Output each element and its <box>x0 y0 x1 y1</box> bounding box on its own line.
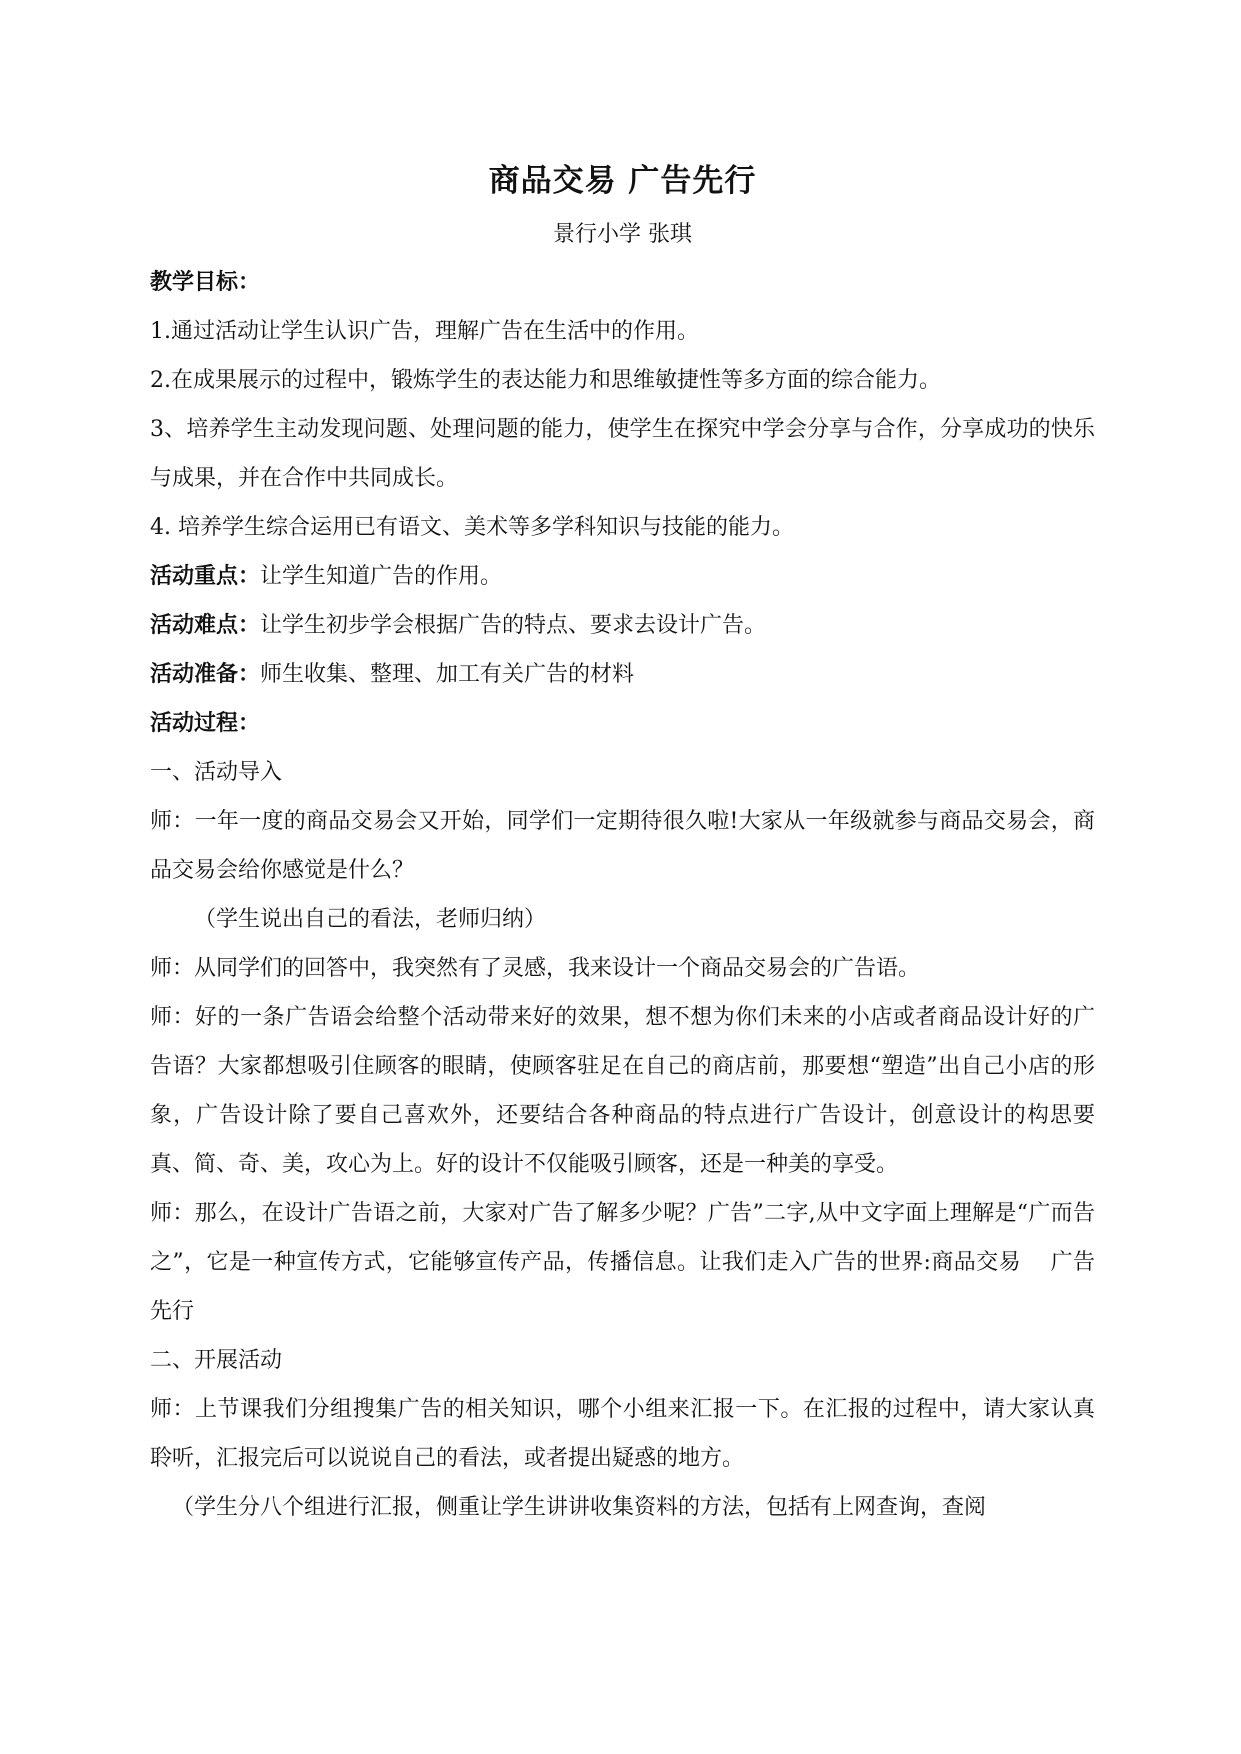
process-heading: 活动过程： <box>150 710 261 736</box>
section-1-paragraph-2: （学生说出自己的看法，老师归纳） <box>194 907 547 932</box>
activity-difficulty-label: 活动难点： <box>150 612 261 638</box>
objective-item-3: 3、培养学生主动发现问题、处理问题的能力，使学生在探究中学会分享与合作，分享成功的快乐与成果，并在合作中共同成长。 <box>150 417 1095 491</box>
activity-difficulty-text: 让学生初步学会根据广告的特点、要求去设计广告。 <box>260 613 767 638</box>
section-1-title: 一、活动导入 <box>150 760 283 785</box>
section-1-paragraph-4: 师：好的一条广告语会给整个活动带来好的效果，想不想为你们未来的小店或者商品设计好的广告语？大家都想吸引住顾客的眼睛，使顾客驻足在自己的商店前，那要想“塑造”出自己小店的形象，广告设计除了要自己喜欢外，还要结合各种商品的特点进行广告设计，创意设计的构思要真、简、奇、美，攻心为上。好的设计不仅能吸引顾客，还是一种美的享受。 <box>150 1005 1095 1177</box>
activity-preparation-label: 活动准备： <box>150 661 261 687</box>
objectives-heading: 教学目标： <box>150 269 261 295</box>
activity-preparation <box>150 650 1095 699</box>
objective-item-4: 4. 培养学生综合运用已有语文、美术等多学科知识与技能的能力。 <box>150 515 794 540</box>
section-1-paragraph-1: 师：一年一度的商品交易会又开始，同学们一定期待很久啦!大家从一年级就参与商品交易会，商品交易会给你感觉是什么？ <box>150 809 1095 883</box>
activity-focus-label: 活动重点： <box>150 563 261 589</box>
section-2-paragraph-2: （学生分八个组进行汇报，侧重让学生讲讲收集资料的方法，包括有上网查询，查阅 <box>172 1495 987 1520</box>
section-1-paragraph-5: 师：那么，在设计广告语之前，大家对广告了解多少呢？广告”二字,从中文字面上理解是“广而告之”，它是一种宣传方式，它能够宣传产品，传播信息。让我们走入广告的世界:商品交易 广告先行 <box>150 1201 1095 1324</box>
activity-preparation-text: 师生收集、整理、加工有关广告的材料 <box>260 662 635 687</box>
activity-focus-text: 让学生知道广告的作用。 <box>260 564 503 589</box>
section-2-paragraph-1: 师：上节课我们分组搜集广告的相关知识，哪个小组来汇报一下。在汇报的过程中，请大家认真聆听，汇报完后可以说说自己的看法，或者提出疑惑的地方。 <box>150 1397 1095 1471</box>
section-1-paragraph-3: 师：从同学们的回答中，我突然有了灵感，我来设计一个商品交易会的广告语。 <box>150 956 921 981</box>
document-author: 景行小学 张琪 <box>553 222 692 247</box>
section-2-title: 二、开展活动 <box>150 1348 283 1373</box>
document-title: 商品交易 广告先行 <box>488 163 757 199</box>
document-page <box>150 150 1095 1532</box>
activity-focus <box>150 552 1095 601</box>
objective-item-2: 2.在成果展示的过程中，锻炼学生的表达能力和思维敏捷性等多方面的综合能力。 <box>150 368 941 393</box>
objective-item-1: 1.通过活动让学生认识广告，理解广告在生活中的作用。 <box>150 319 699 344</box>
activity-difficulty <box>150 601 1095 650</box>
